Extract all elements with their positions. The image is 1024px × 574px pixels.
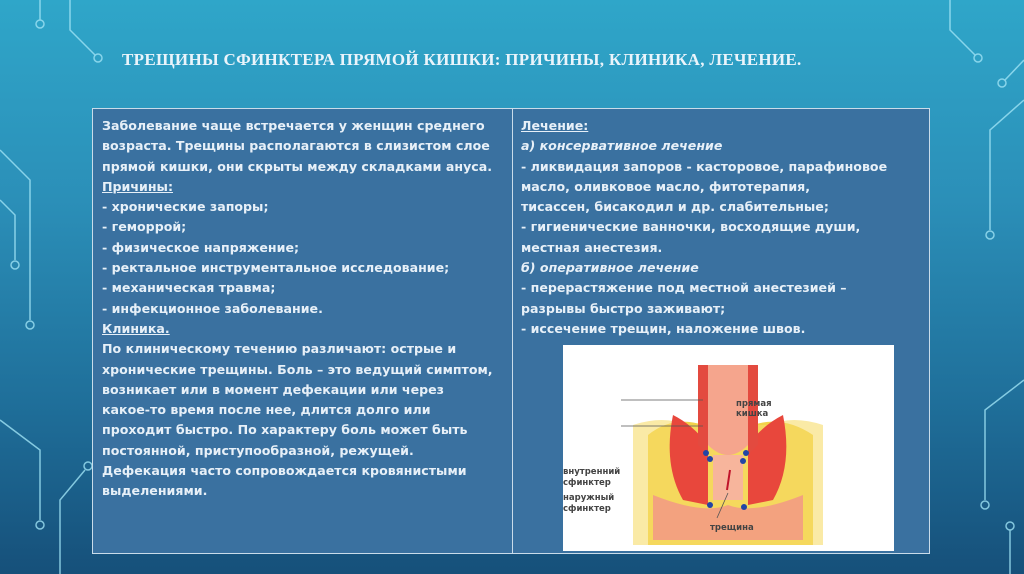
label-outer-sphincter: наружный [563,493,615,503]
intro-line: Заболевание чаще встречается у женщин среднего [102,118,485,133]
clinic-line: Дефекация часто сопровождается кровянистыми [102,463,467,479]
causes-heading: Причины: [102,178,173,194]
clinic-line: выделениями. [102,483,208,499]
label-rectum: прямая [736,399,772,409]
intro-line: прямой кишки, они скрыты между складками ануса. [102,158,493,174]
cause-item: - инфекционное заболевание. [102,300,323,316]
content-table [92,108,930,554]
treatment-line: тисассен, бисакодил и др. слабительные; [521,199,829,215]
anatomy-illustration [563,345,894,551]
treatment-line: разрывы быстро заживают; [521,300,726,316]
slide-title: ТРЕЩИНЫ СФИНКТЕРА ПРЯМОЙ КИШКИ: ПРИЧИНЫ, КЛИНИКА, ЛЕЧЕНИЕ. [122,50,802,69]
clinic-heading: Клиника. [102,320,170,336]
clinic-line: По клиническому течению различают: острые и [102,341,457,357]
treatment-line: масло, оливковое масло, фитотерапия, [521,178,811,194]
treatment-line: - перерастяжение под местной анестезией – [521,280,847,296]
cause-item: - геморрой; [102,219,187,235]
clinic-line: постоянной, приступообразной, режущей. [102,442,414,458]
clinic-line: проходит быстро. По характеру боль может быть [102,422,468,438]
left-column [102,116,507,502]
column-divider [512,109,513,553]
cause-item: - физическое напряжение; [102,239,300,255]
right-column [521,116,921,339]
treatment-line: - ликвидация запоров - касторовое, парафиновое [521,158,888,174]
cause-item: - хронические запоры; [102,199,269,215]
treatment-line: - иссечение трещин, наложение швов. [521,320,806,336]
label-outer-sphincter-2: сфинктер [563,504,611,514]
treatment-line: местная анестезия. [521,239,663,255]
intro-line: возраста. Трещины располагаются в слизистом слое [102,138,490,154]
cause-item: - ректальное инструментальное исследование; [102,260,450,276]
conservative-heading: а) консервативное лечение [521,138,723,154]
label-fissure: трещина [710,523,754,533]
treatment-heading: Лечение: [521,118,589,133]
label-inner-sphincter: внутренний [563,467,621,477]
label-inner-sphincter-2: сфинктер [563,478,611,488]
anal-canal-diagram [563,345,894,551]
label-rectum-2: кишка [736,409,769,419]
treatment-line: - гигиенические ванночки, восходящие души, [521,219,861,235]
cause-item: - механическая травма; [102,280,276,296]
clinic-line: какое-то время после нее, длится долго или [102,402,431,418]
clinic-line: возникает или в момент дефекации или через [102,381,444,397]
surgical-heading: б) оперативное лечение [521,260,699,276]
clinic-line: хронические трещины. Боль – это ведущий симптом, [102,361,493,377]
